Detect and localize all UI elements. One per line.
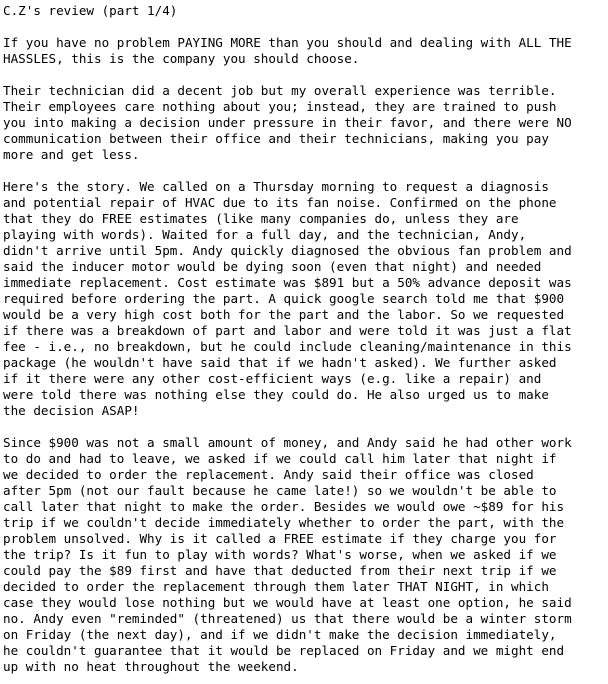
- text-line: case they would lose nothing but we would have at least one option, he said: [3, 595, 572, 610]
- text-line: Their employees care nothing about you; instead, they are trained to push: [3, 99, 557, 114]
- paragraph-2: [3, 83, 608, 163]
- text-line: he couldn't guarantee that it would be replaced on Friday and we might end: [3, 643, 565, 658]
- text-line: you into making a decision under pressure in their favor, and there were NO: [3, 115, 572, 130]
- text-line: after 5pm (not our fault because he came late!) so we wouldn't be able to: [3, 483, 557, 498]
- text-line: on Friday (the next day), and if we didn't make the decision immediately,: [3, 627, 557, 642]
- paragraph-1: [3, 35, 608, 67]
- text-line: that they do FREE estimates (like many companies do, unless they are: [3, 211, 519, 226]
- text-line: we decided to order the replacement. Andy said their office was closed: [3, 467, 534, 482]
- text-line: could pay the $89 first and have that deducted from their next trip if we: [3, 563, 557, 578]
- text-line: the decision ASAP!: [3, 403, 140, 418]
- text-line: were told there was nothing else they could do. He also urged us to make: [3, 387, 549, 402]
- text-line: communication between their office and their technicians, making you pay: [3, 131, 549, 146]
- text-line: immediate replacement. Cost estimate was $891 but a 50% advance deposit was: [3, 275, 572, 290]
- text-line: problem unsolved. Why is it called a FREE estimate if they charge you for: [3, 531, 557, 546]
- paragraph-spacer: [3, 67, 608, 83]
- paragraph-spacer: [3, 19, 608, 35]
- text-line: would be a very high cost both for the part and the labor. So we requested: [3, 307, 565, 322]
- text-line: Their technician did a decent job but my overall experience was terrible.: [3, 83, 557, 98]
- text-line: no. Andy even "reminded" (threatened) us that there would be a winter storm: [3, 611, 572, 626]
- text-line: Here's the story. We called on a Thursday morning to request a diagnosis: [3, 179, 549, 194]
- review-title: C.Z's review (part 1/4): [3, 3, 178, 18]
- text-line: Since $900 was not a small amount of money, and Andy said he had other work: [3, 435, 572, 450]
- paragraph-3: [3, 179, 608, 419]
- paragraph-spacer: [3, 163, 608, 179]
- text-line: and potential repair of HVAC due to its fan noise. Confirmed on the phone: [3, 195, 557, 210]
- text-line: said the inducer motor would be dying soon (even that night) and needed: [3, 259, 542, 274]
- text-line: to do and had to leave, we asked if we could call him later that night if: [3, 451, 557, 466]
- text-line: if there was a breakdown of part and labor and were told it was just a flat: [3, 323, 572, 338]
- text-line: decided to order the replacement through them later THAT NIGHT, in which: [3, 579, 549, 594]
- text-line: trip if we couldn't decide immediately whether to order the part, with the: [3, 515, 565, 530]
- text-line: HASSLES, this is the company you should choose.: [3, 51, 360, 66]
- text-line: the trip? Is it fun to play with words? What's worse, when we asked if we: [3, 547, 557, 562]
- text-line: package (he wouldn't have said that if we hadn't asked). We further asked: [3, 355, 557, 370]
- paragraph-spacer: [3, 419, 608, 435]
- text-line: if it there were any other cost-efficient ways (e.g. like a repair) and: [3, 371, 542, 386]
- text-line: If you have no problem PAYING MORE than you should and dealing with ALL THE: [3, 35, 572, 50]
- text-line: more and get less.: [3, 147, 140, 162]
- text-line: required before ordering the part. A quick google search told me that $900: [3, 291, 565, 306]
- text-line: didn't arrive until 5pm. Andy quickly diagnosed the obvious fan problem and: [3, 243, 572, 258]
- paragraph-4: [3, 435, 608, 675]
- text-line: up with no heat throughout the weekend.: [3, 659, 299, 674]
- text-line: call later that night to make the order. Besides we would owe ~$89 for his: [3, 499, 565, 514]
- text-line: playing with words). Waited for a full day, and the technician, Andy,: [3, 227, 527, 242]
- text-line: fee - i.e., no breakdown, but he could include cleaning/maintenance in this: [3, 339, 572, 354]
